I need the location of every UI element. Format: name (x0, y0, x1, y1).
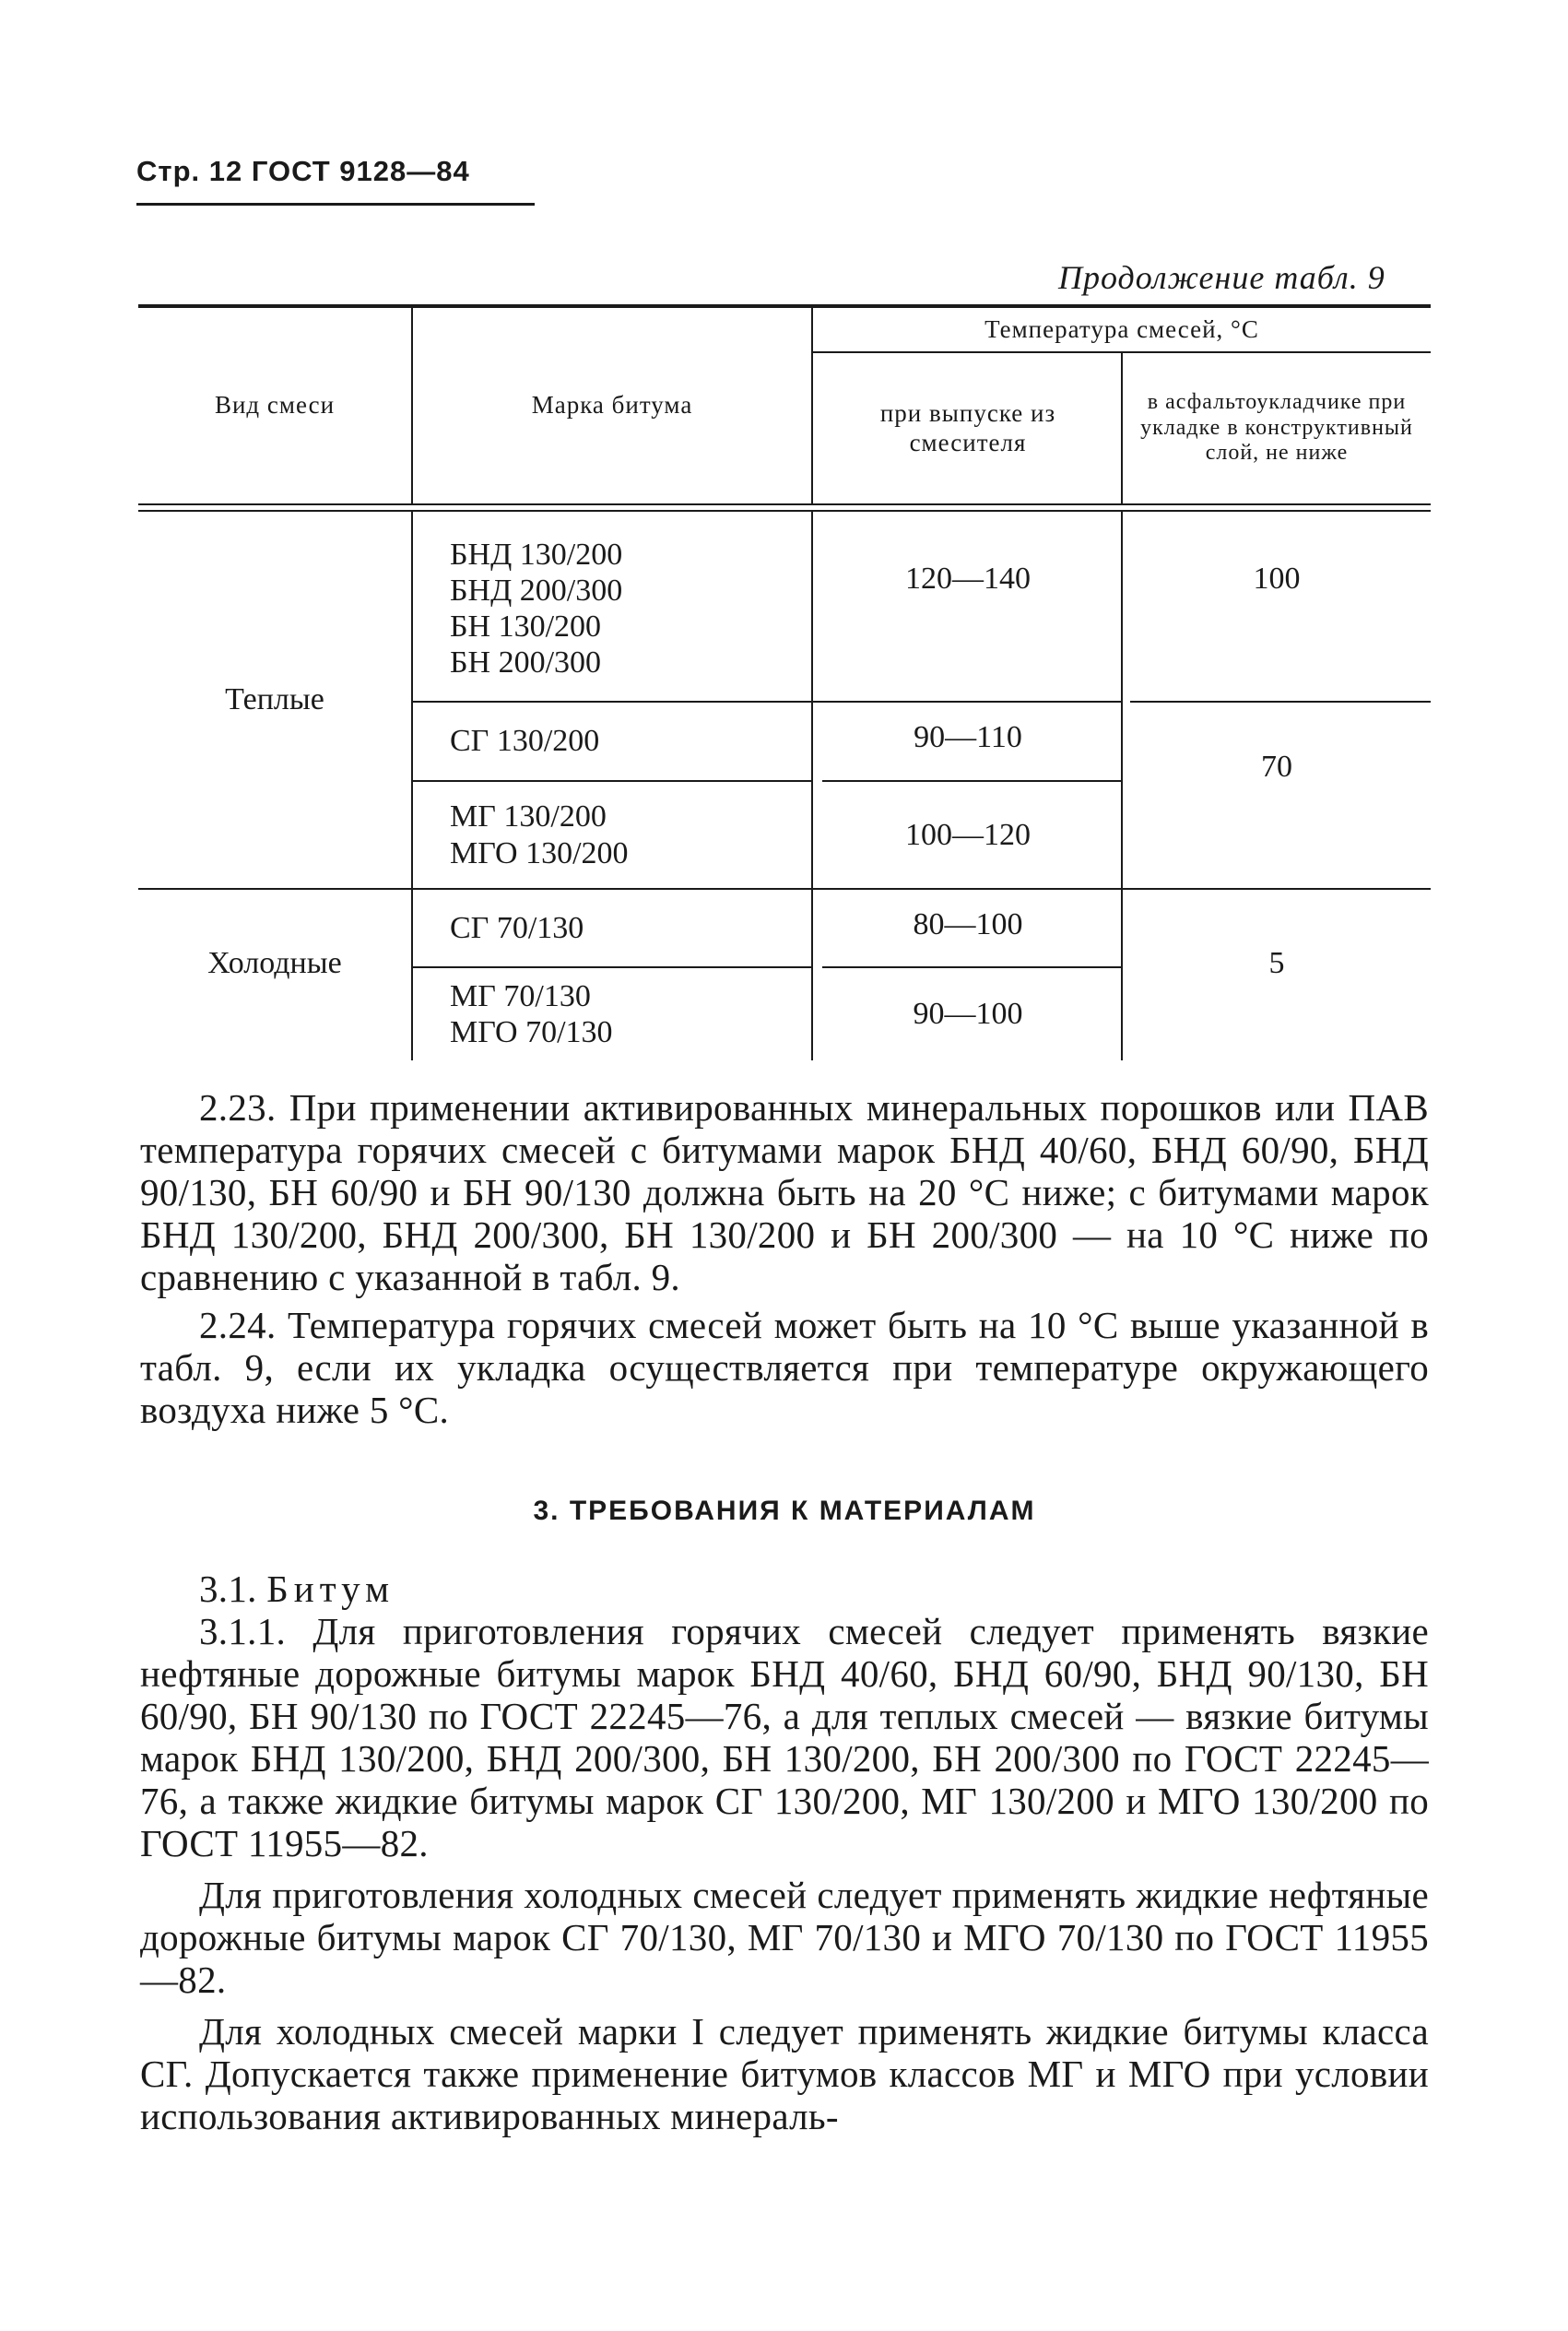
paver-temperature: 70 (1261, 750, 1292, 785)
header-at-release: при выпуске из смесителя (879, 399, 1056, 456)
table-9 (138, 304, 1431, 1060)
text-block-3 (140, 1568, 1429, 2137)
paragraph-3-1 (140, 1568, 1429, 1610)
bitumen-grade: БН 200/300 (450, 645, 602, 680)
bitumen-grade: БН 130/200 (450, 609, 602, 644)
release-temperature: 120—140 (905, 561, 1031, 596)
release-temperature: 90—110 (914, 720, 1022, 755)
header-mix-type: Вид смеси (214, 391, 336, 420)
mix-type-cold: Холодные (207, 946, 342, 981)
text-block-2 (140, 1086, 1429, 1431)
bitumen-grade: СГ 130/200 (450, 724, 600, 759)
bitumen-grade: БНД 200/300 (450, 573, 623, 608)
release-temperature: 80—100 (913, 907, 1023, 942)
paragraph-2-24: 2.24. Температура горячих смесей может быть на 10 °С выше указанной в табл. 9, если их укладка осуществляется при температуре окружающего воздуха ниже 5 °С. (140, 1304, 1429, 1431)
header-in-paver: в асфальтоукладчике при укладке в конструктивный слой, не ниже (1140, 390, 1413, 466)
paragraph-3-1-1: 3.1.1. Для приготовления горячих смесей следует применять вязкие нефтяные дорожные битумы марок БНД 40/60, БНД 60/90, БНД 90/130, БН 60/90, БН 90/130 по ГОСТ 22245—76, а для теплых смесей — вязкие битумы марок БНД 130/200, БНД 200/300, БН 130/200, БН 200/300 по ГОСТ 22245—76, а также жидкие битумы марок СГ 130/200, МГ 130/200 и МГО 130/200 по ГОСТ 11955—82. (140, 1610, 1429, 1864)
grade-list (450, 890, 809, 966)
header-bottom-rule (138, 503, 1431, 505)
grade-list (450, 526, 809, 692)
bitumen-grade: БНД 130/200 (450, 537, 623, 572)
col-divider (411, 512, 413, 1060)
grade-list (450, 703, 809, 780)
release-temperature: 100—120 (905, 817, 1031, 852)
paragraph-2-23: 2.23. При применении активированных минеральных порошков или ПАВ температура горячих смесей с битумами марок БНД 40/60, БНД 60/90, БНД 90/130, БН 60/90 и БН 90/130 должна быть на 20 °С ниже; с битумами марок БНД 130/200, БНД 200/300, БН 130/200 и БН 200/300 — на 10 °С ниже по сравнению с указанной в табл. 9. (140, 1086, 1429, 1298)
bitumen-grade: СГ 70/130 (450, 910, 584, 945)
header-temperature: Температура смесей, °С (984, 314, 1259, 343)
header-rule (136, 203, 535, 206)
paragraph-cold-mixes: Для приготовления холодных смесей следует применять жидкие нефтяные дорожные битумы марок СГ 70/130, МГ 70/130 и МГО 70/130 по ГОСТ 11955—82. (140, 1874, 1429, 2001)
header-bitumen-grade: Марка битума (531, 391, 693, 420)
grade-list (450, 782, 809, 888)
running-head: Стр. 12 ГОСТ 9128—84 (136, 155, 470, 187)
paver-temperature: 100 (1253, 561, 1301, 596)
release-temperature: 90—100 (913, 997, 1023, 1032)
grade-list (450, 968, 809, 1060)
table-continuation-caption: Продолжение табл. 9 (1058, 259, 1385, 296)
paver-temperature: 5 (1268, 946, 1285, 981)
bitumen-grade: МГ 70/130 (450, 978, 591, 1013)
bitumen-grade: МГО 130/200 (450, 835, 629, 870)
section-title: 3. ТРЕБОВАНИЯ К МАТЕРИАЛАМ (533, 1496, 1036, 1526)
bitumen-grade: МГО 70/130 (450, 1015, 613, 1049)
paragraph-number: 3.1. (199, 1568, 257, 1610)
paragraph-cold-mixes-grade-1: Для холодных смесей марки I следует применять жидкие битумы класса СГ. Допускается также применение битумов классов МГ и МГО при условии использования активированных минераль- (140, 2010, 1429, 2137)
bitumen-grade: МГ 130/200 (450, 799, 607, 834)
subsection-title: Битум (266, 1568, 395, 1610)
mix-type-warm: Теплые (225, 682, 324, 717)
col-divider (1121, 353, 1123, 503)
